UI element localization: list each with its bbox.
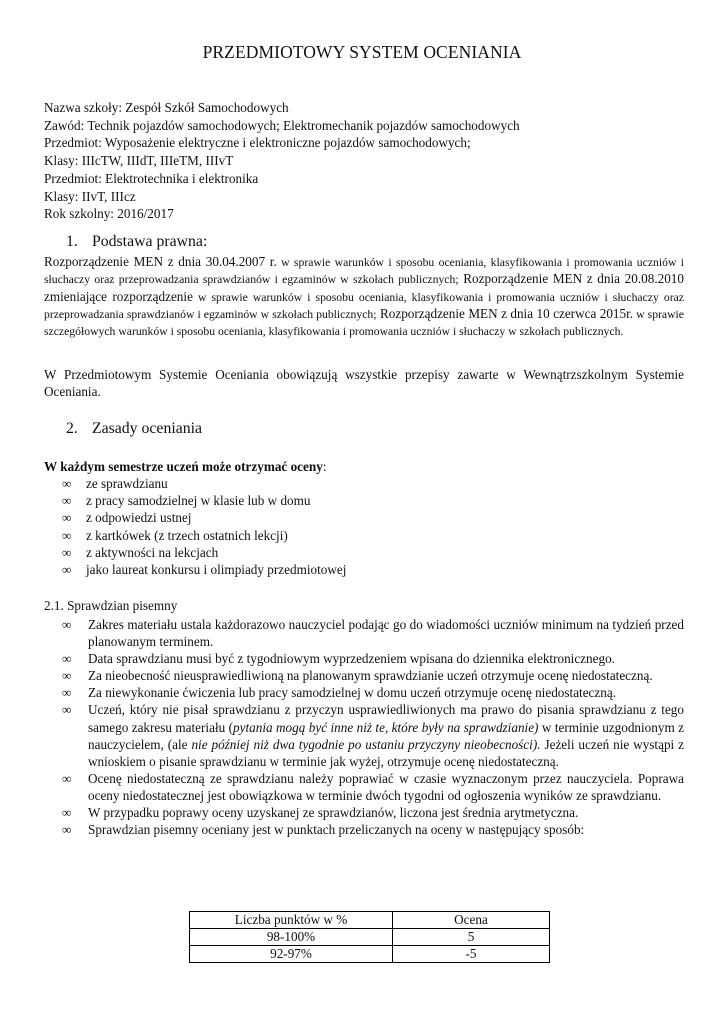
rule-text-part: Uczeń, który nie pisał sprawdzianu z przyczyn usprawiedliwionych ma prawo do pisania sprawdzianu z tego samego zakresu materiału (	[88, 702, 684, 735]
score-table	[189, 911, 550, 963]
section-2-number: 2.	[66, 420, 78, 437]
rule-item	[62, 684, 684, 701]
school-name: Nazwa szkoły: Zespół Szkół Samochodowych	[44, 100, 289, 115]
classes-1: Klasy: IIIcTW, IIIdT, IIIeTM, IIIvT	[44, 153, 234, 169]
infinity-bullet-icon: ∞	[62, 617, 72, 632]
rule-text	[88, 702, 684, 768]
infinity-bullet-icon: ∞	[62, 510, 72, 526]
rule-text-part: w terminie uzgodnionym z nauczycielem, (ale	[88, 719, 685, 752]
table-row	[190, 929, 550, 946]
regulation-2010: Rozporządzenie MEN z dnia 20.08.2010 zmieniające rozporządzenie	[44, 271, 684, 304]
regulation-2015-desc: w sprawie szczegółowych warunków i sposobu oceniania, klasyfikowania i promowania uczniów i słuchaczy w szkołach publicznych.	[44, 308, 684, 338]
rule-text-part: Jeżeli uczeń nie wystąpi z wnioskiem o pisanie sprawdzianu w terminie jak wyżej, otrzymuje ocenę niedostateczną.	[88, 736, 684, 769]
infinity-bullet-icon: ∞	[62, 527, 72, 543]
list-item-text: jako laureat konkursu i olimpiady przedmiotowej	[86, 562, 347, 578]
list-item-text: z aktywności na lekcjach	[86, 544, 219, 560]
infinity-bullet-icon: ∞	[62, 770, 72, 786]
rule-item	[62, 770, 684, 804]
rule-item	[62, 616, 684, 650]
section-2-heading	[66, 420, 202, 438]
grade-sources-list	[44, 475, 346, 578]
section-1-number: 1.	[66, 233, 78, 250]
regulation-2007-desc: w sprawie warunków i sposobu oceniania, klasyfikowania i promowania uczniów i słuchaczy oraz przeprowadzania sprawdzianów i egzaminów w szkołach publicznych;	[44, 256, 685, 287]
table-cell: 92-97%	[190, 946, 393, 963]
infinity-bullet-icon: ∞	[62, 476, 72, 491]
infinity-bullet-icon: ∞	[62, 805, 72, 821]
column-header-grade: Ocena	[393, 912, 550, 929]
section-1-heading	[66, 233, 207, 251]
infinity-bullet-icon: ∞	[62, 544, 72, 560]
profession: Zawód: Technik pojazdów samochodowych; Elektromechanik pojazdów samochodowych	[44, 117, 520, 133]
regulation-2007: Rozporządzenie MEN z dnia 30.04.2007 r.	[44, 254, 277, 269]
table-header-row	[190, 912, 550, 929]
list-item-text: z pracy samodzielnej w klasie lub w domu	[86, 493, 311, 509]
classes-2: Klasy: IIvT, IIIcz	[44, 188, 136, 204]
infinity-bullet-icon: ∞	[62, 651, 72, 667]
grades-intro-bold: W każdym semestrze uczeń może otrzymać oceny	[44, 459, 323, 474]
list-item	[44, 561, 346, 578]
rule-text: Data sprawdzianu musi być z tygodniowym wyprzedzeniem wpisana do dziennika elektronicznego.	[88, 651, 615, 667]
rule-text: Za niewykonanie ćwiczenia lub pracy samodzielnej w domu uczeń otrzymuje ocenę niedostateczną.	[88, 685, 617, 701]
infinity-bullet-icon: ∞	[62, 493, 72, 509]
school-year: Rok szkolny: 2016/2017	[44, 206, 174, 222]
section-1-title: Podstawa prawna:	[91, 233, 208, 250]
grades-intro	[44, 458, 684, 475]
infinity-bullet-icon: ∞	[62, 685, 72, 701]
regulation-2010-desc: w sprawie warunków i sposobu oceniania, klasyfikowania i promowania uczniów i słuchaczy oraz przeprowadzania sprawdzianów i egzaminów w szkołach publicznych;	[44, 290, 684, 322]
infinity-bullet-icon: ∞	[62, 822, 72, 838]
list-item	[44, 509, 346, 526]
list-item	[44, 492, 346, 509]
school-info	[44, 99, 520, 223]
rule-text: Sprawdzian pisemny oceniany jest w punktach przeliczanych na oceny w następujący sposób:	[88, 822, 585, 838]
list-item	[44, 527, 346, 544]
wso-paragraph: W Przedmiotowym Systemie Oceniania obowiązują wszystkie przepisy zawarte w Wewnątrzszkolnym Systemie Oceniania.	[44, 367, 684, 400]
section-2-1-heading: 2.1. Sprawdzian pisemny	[44, 598, 178, 613]
table-row	[190, 946, 550, 963]
subject-2: Przedmiot: Elektrotechnika i elektronika	[44, 170, 259, 186]
section-2-title: Zasady oceniania	[91, 420, 203, 437]
rule-item	[62, 650, 684, 667]
rule-text-italic: nie później niż dwa tygodnie po ustaniu przyczyny nieobecności).	[191, 736, 541, 752]
infinity-bullet-icon: ∞	[62, 702, 72, 718]
rule-item	[62, 804, 684, 821]
table-cell: 5	[393, 929, 550, 946]
written-test-rules	[62, 616, 684, 838]
rule-text: W przypadku poprawy oceny uzyskanej ze sprawdzianów, liczona jest średnia arytmetyczna.	[88, 805, 579, 821]
list-item	[44, 544, 346, 561]
rule-text: Zakres materiału ustala każdorazowo nauczyciel podając go do wiadomości uczniów minimum na tydzień przed planowanym terminem.	[88, 617, 684, 650]
rule-item	[62, 821, 684, 838]
list-item	[44, 475, 346, 492]
document-title: PRZEDMIOTOWY SYSTEM OCENIANIA	[202, 42, 522, 62]
column-header-points: Liczba punktów w %	[190, 912, 393, 929]
table-cell: 98-100%	[190, 929, 393, 946]
infinity-bullet-icon: ∞	[62, 668, 72, 684]
rule-text: Za nieobecność nieusprawiedliwioną na planowanym sprawdzianie uczeń otrzymuje ocenę niedostateczną.	[88, 668, 653, 684]
grades-intro-colon: :	[322, 459, 327, 474]
rule-item	[62, 667, 684, 684]
subject-1: Przedmiot: Wyposażenie elektryczne i elektroniczne pojazdów samochodowych;	[44, 135, 471, 151]
infinity-bullet-icon: ∞	[62, 562, 72, 578]
rule-item	[62, 701, 684, 769]
list-item-text: z odpowiedzi ustnej	[86, 510, 192, 526]
table-cell: -5	[393, 946, 550, 963]
list-item-text: ze sprawdzianu	[86, 476, 168, 491]
legal-basis-paragraph	[44, 254, 684, 340]
rule-text-italic: pytania mogą być inne niż te, które były na sprawdzianie)	[233, 719, 539, 735]
regulation-2015: Rozporządzenie MEN z dnia 10 czerwca 2015r.	[376, 306, 634, 322]
list-item-text: z kartkówek (z trzech ostatnich lekcji)	[86, 527, 288, 543]
rule-text: Ocenę niedostateczną ze sprawdzianu należy poprawiać w czasie wyznaczonym przez nauczyciela. Poprawa oceny niedostatecznej jest obowiązkowa w terminie dwóch tygodni od ogłoszenia wyników ze sprawdzianu.	[88, 770, 684, 803]
